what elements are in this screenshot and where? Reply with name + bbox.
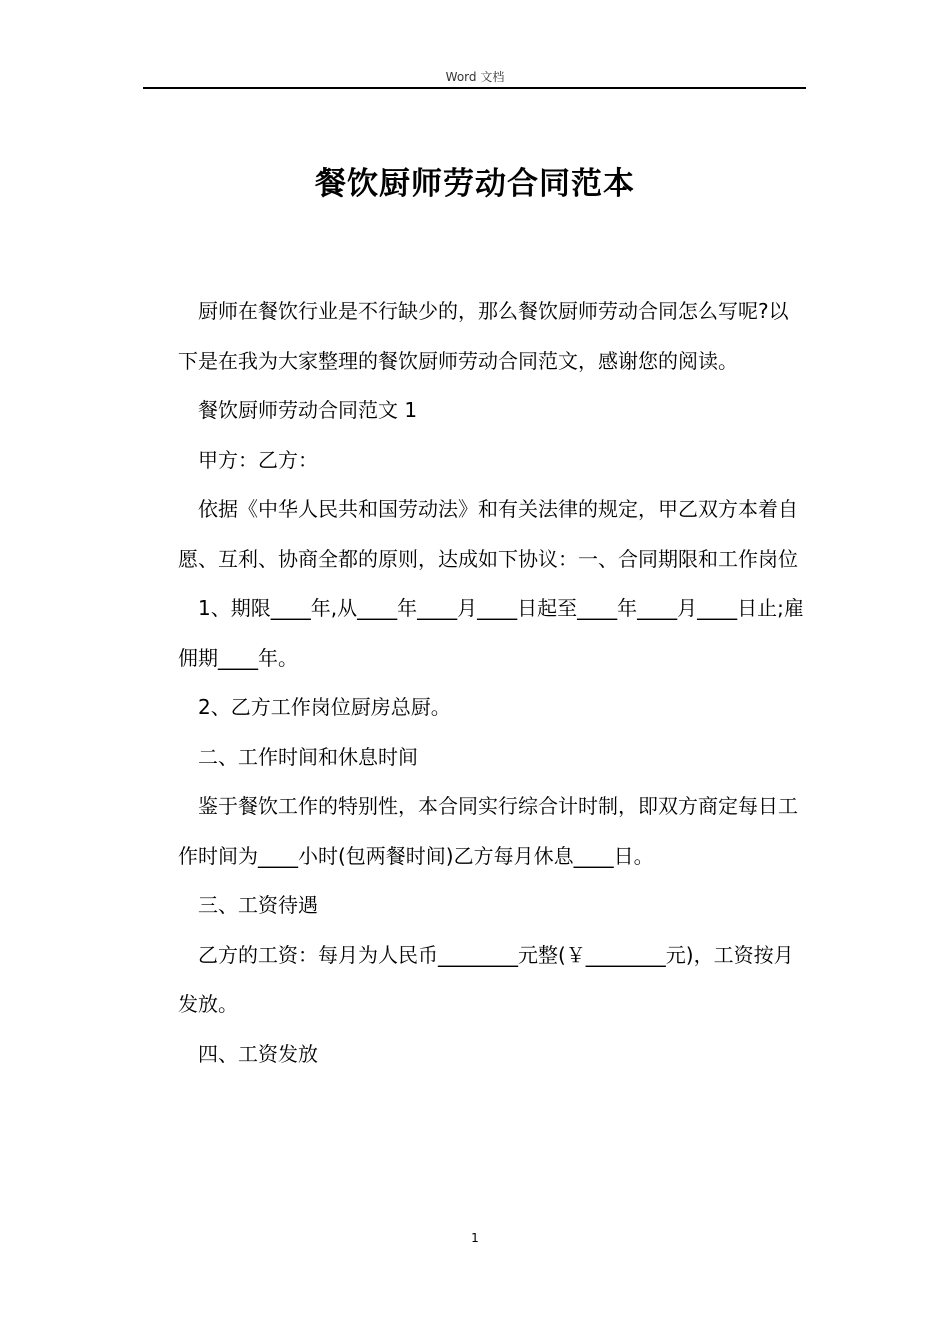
document-title: 餐饮厨师劳动合同范本	[315, 166, 635, 202]
section-heading-wages: 三、工资待遇	[198, 893, 318, 917]
page-number: 1	[471, 1231, 479, 1245]
paragraph-term: 1、期限____年,从____年____月____日起至____年____月____日止;雇佣期____年。	[178, 596, 804, 670]
paragraph-work-hours: 鉴于餐饮工作的特别性，本合同实行综合计时制，即双方商定每日工作时间为____小时(包两餐时间)乙方每月休息____日。	[178, 794, 798, 868]
paragraph-sample-heading: 餐饮厨师劳动合同范文 1	[198, 398, 418, 422]
page-header-label: Word 文档	[445, 70, 505, 84]
section-heading-work-hours: 二、工作时间和休息时间	[198, 744, 418, 769]
paragraph-parties: 甲方：乙方：	[198, 447, 318, 472]
document-body	[178, 287, 808, 1079]
paragraph-wages: 乙方的工资：每月为人民币________元整(￥________元)，工资按月发放。	[178, 942, 794, 1016]
paragraph-position: 2、乙方工作岗位厨房总厨。	[198, 695, 451, 719]
section-heading-wage-payment: 四、工资发放	[198, 1041, 318, 1066]
paragraph-intro: 厨师在餐饮行业是不行缺少的，那么餐饮厨师劳动合同怎么写呢?以下是在我为大家整理的餐饮厨师劳动合同范文，感谢您的阅读。	[178, 299, 789, 373]
paragraph-basis: 依据《中华人民共和国劳动法》和有关法律的规定，甲乙双方本着自愿、互利、协商全都的原则，达成如下协议：一、合同期限和工作岗位	[178, 497, 798, 571]
header-divider	[143, 87, 806, 89]
